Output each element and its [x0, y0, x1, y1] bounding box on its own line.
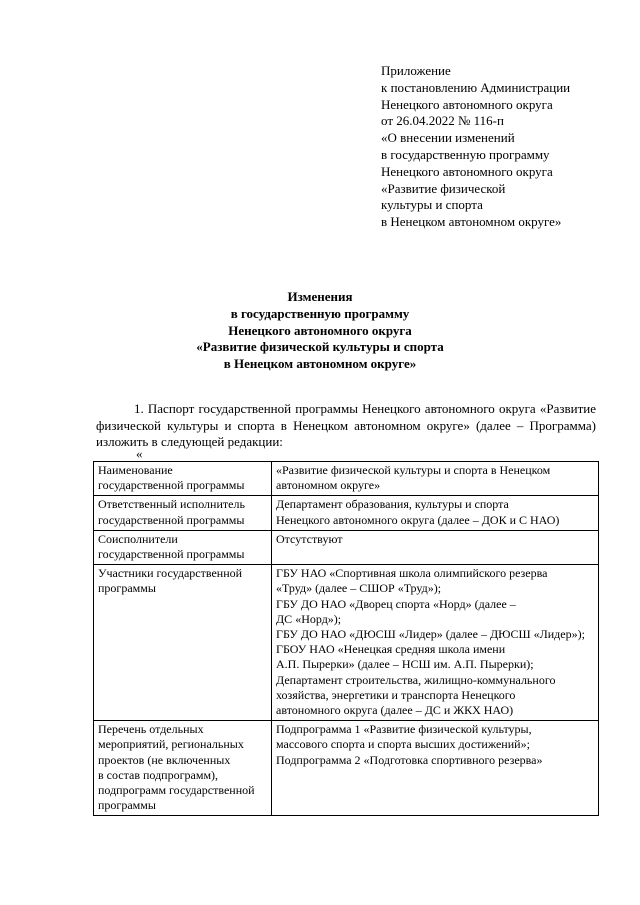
- cell-text-line: ГБУ НАО «Спортивная школа олимпийского резерва: [276, 566, 548, 581]
- table-row: [94, 530, 599, 564]
- appendix-line: Ненецкого автономного округа: [381, 96, 553, 112]
- title-line: Ненецкого автономного округа: [228, 322, 412, 338]
- appendix-line: в государственную программу: [381, 146, 550, 162]
- cell-text-line: Ненецкого автономного округа (далее – ДОК и С НАО): [276, 512, 560, 527]
- intro-paragraph: 1. Паспорт государственной программы Ненецкого автономного округа «Развитие физической культуры и спорта в Ненецком автономном округе» (далее – Программа) изложить в следующей редакции:: [96, 401, 596, 450]
- row-label-cell: [94, 496, 272, 530]
- cell-text-line: Участники государственной: [98, 566, 243, 581]
- title-line: «Развитие физической культуры и спорта: [196, 339, 444, 355]
- cell-text-line: ДС «Норд»);: [276, 611, 342, 626]
- appendix-line: «Развитие физической: [381, 180, 506, 196]
- appendix-line: в Ненецком автономном округе»: [381, 214, 562, 230]
- cell-text-line: Подпрограмма 2 «Подготовка спортивного резерва»: [276, 752, 543, 767]
- opening-quote-mark: «: [136, 446, 143, 461]
- row-label-cell: [94, 530, 272, 564]
- cell-text-line: Отсутствуют: [276, 531, 343, 546]
- row-value-cell: [272, 721, 599, 816]
- table-row: [94, 565, 599, 721]
- appendix-line: от 26.04.2022 № 116-п: [381, 113, 504, 129]
- cell-text-line: мероприятий, региональных: [98, 737, 244, 752]
- cell-text-line: массового спорта и спорта высших достижений»;: [276, 737, 530, 752]
- cell-text-line: государственной программы: [98, 512, 245, 527]
- row-value-cell: [272, 530, 599, 564]
- title-line: Изменения: [287, 289, 353, 304]
- title-line: в государственную программу: [230, 305, 410, 321]
- cell-text-line: проектов (не включенных: [98, 752, 231, 767]
- cell-text-line: Наименование: [98, 463, 173, 477]
- cell-text-line: государственной программы: [98, 547, 245, 562]
- table-row: [94, 462, 599, 496]
- cell-text-line: хозяйства, энергетики и транспорта Ненецкого: [276, 687, 516, 702]
- cell-text-line: Перечень отдельных: [98, 722, 204, 737]
- row-label-cell: [94, 565, 272, 721]
- row-label-cell: [94, 721, 272, 816]
- cell-text-line: ГБОУ НАО «Ненецкая средняя школа имени: [276, 642, 506, 657]
- appendix-line: к постановлению Администрации: [381, 79, 571, 95]
- cell-text-line: Департамент строительства, жилищно-коммунального: [276, 672, 556, 687]
- cell-text-line: подпрограмм государственной: [98, 783, 255, 798]
- program-passport-table: [93, 461, 599, 816]
- appendix-line: Ненецкого автономного округа: [381, 163, 553, 179]
- cell-text-line: Подпрограмма 1 «Развитие физической культуры,: [276, 722, 532, 737]
- row-label-cell: [94, 462, 272, 496]
- appendix-line: Приложение: [381, 63, 451, 78]
- appendix-header: [381, 63, 570, 231]
- cell-text-line: государственной программы: [98, 478, 245, 493]
- table-row: [94, 496, 599, 530]
- cell-text-line: «Развитие физической культуры и спорта в Ненецком: [276, 463, 551, 477]
- cell-text-line: автономном округе»: [276, 478, 381, 493]
- row-value-cell: [272, 496, 599, 530]
- passport-table-body: [94, 462, 599, 816]
- cell-text-line: Департамент образования, культуры и спорта: [276, 497, 509, 512]
- appendix-line: культуры и спорта: [381, 197, 483, 213]
- cell-text-line: в состав подпрограмм),: [98, 767, 219, 782]
- document-title: [0, 289, 640, 373]
- cell-text-line: «Труд» (далее – СШОР «Труд»);: [276, 581, 442, 596]
- row-value-cell: [272, 565, 599, 721]
- row-value-cell: [272, 462, 599, 496]
- appendix-line: «О внесении изменений: [381, 130, 515, 146]
- cell-text-line: программы: [98, 798, 156, 813]
- cell-text-line: автономного округа (далее – ДС и ЖКХ НАО): [276, 703, 514, 718]
- cell-text-line: ГБУ ДО НАО «Дворец спорта «Норд» (далее –: [276, 596, 516, 611]
- cell-text-line: ГБУ ДО НАО «ДЮСШ «Лидер» (далее – ДЮСШ «Лидер»);: [276, 627, 585, 642]
- cell-text-line: Ответственный исполнитель: [98, 497, 245, 512]
- table-row: [94, 721, 599, 816]
- cell-text-line: А.П. Пырерки» (далее – НСШ им. А.П. Пырерки);: [276, 657, 534, 672]
- cell-text-line: программы: [98, 581, 156, 596]
- cell-text-line: Соисполнители: [98, 531, 178, 546]
- title-line: в Ненецком автономном округе»: [223, 356, 417, 372]
